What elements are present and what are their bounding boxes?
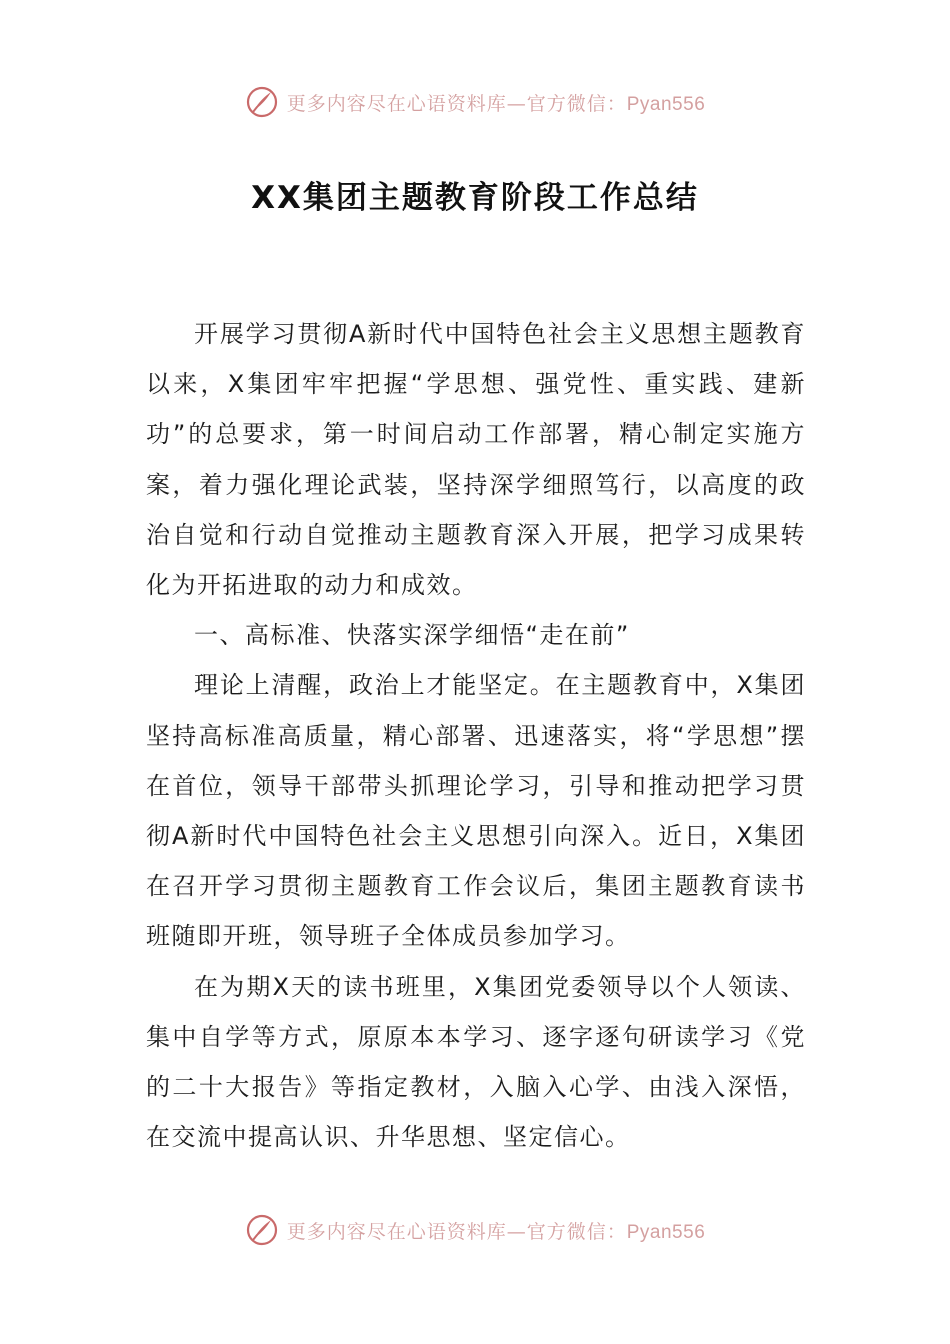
document-title: XX集团主题教育阶段工作总结 [251, 180, 699, 216]
section-heading-1: 一、高标准、快落实深学细悟“走在前” [194, 621, 630, 650]
paragraph-reading-class: 在为期X天的读书班里，X集团党委领导以个人领读、集中自学等方式，原原本本学习、逐字逐句研读学习《党的二十大报告》等指定教材，入脑入心学、由浅入深悟，在交流中提高认识、升华思想、坚定信心。 [146, 972, 806, 1152]
watermark-text: 更多内容尽在心语资料库—官方微信：Pyan556 [286, 1220, 706, 1243]
footer-watermark [0, 1210, 950, 1250]
watermark-text: 更多内容尽在心语资料库—官方微信：Pyan556 [286, 92, 706, 115]
watermark-wechat-id: Pyan556 [626, 93, 706, 115]
quill-pen-logo-icon [245, 1213, 279, 1247]
paragraph-intro: 开展学习贯彻A新时代中国特色社会主义思想主题教育以来，X集团牢牢把握“学思想、强党性、重实践、建新功”的总要求，第一时间启动工作部署，精心制定实施方案，着力强化理论武装，坚持深学细照笃行，以高度的政治自觉和行动自觉推动主题教育深入开展，把学习成果转化为开拓进取的动力和成效。 [146, 320, 806, 600]
header-watermark [0, 82, 950, 122]
paragraph-theory: 理论上清醒，政治上才能坚定。在主题教育中，X集团坚持高标准高质量，精心部署、迅速落实，将“学思想”摆在首位，领导干部带头抓理论学习，引导和推动把学习贯彻A新时代中国特色社会主义思想引向深入。近日，X集团在召开学习贯彻主题教育工作会议后，集团主题教育读书班随即开班，领导班子全体成员参加学习。 [146, 671, 806, 951]
watermark-wechat-id: Pyan556 [626, 1221, 706, 1243]
document-body [146, 309, 806, 1162]
quill-pen-logo-icon [245, 85, 279, 119]
